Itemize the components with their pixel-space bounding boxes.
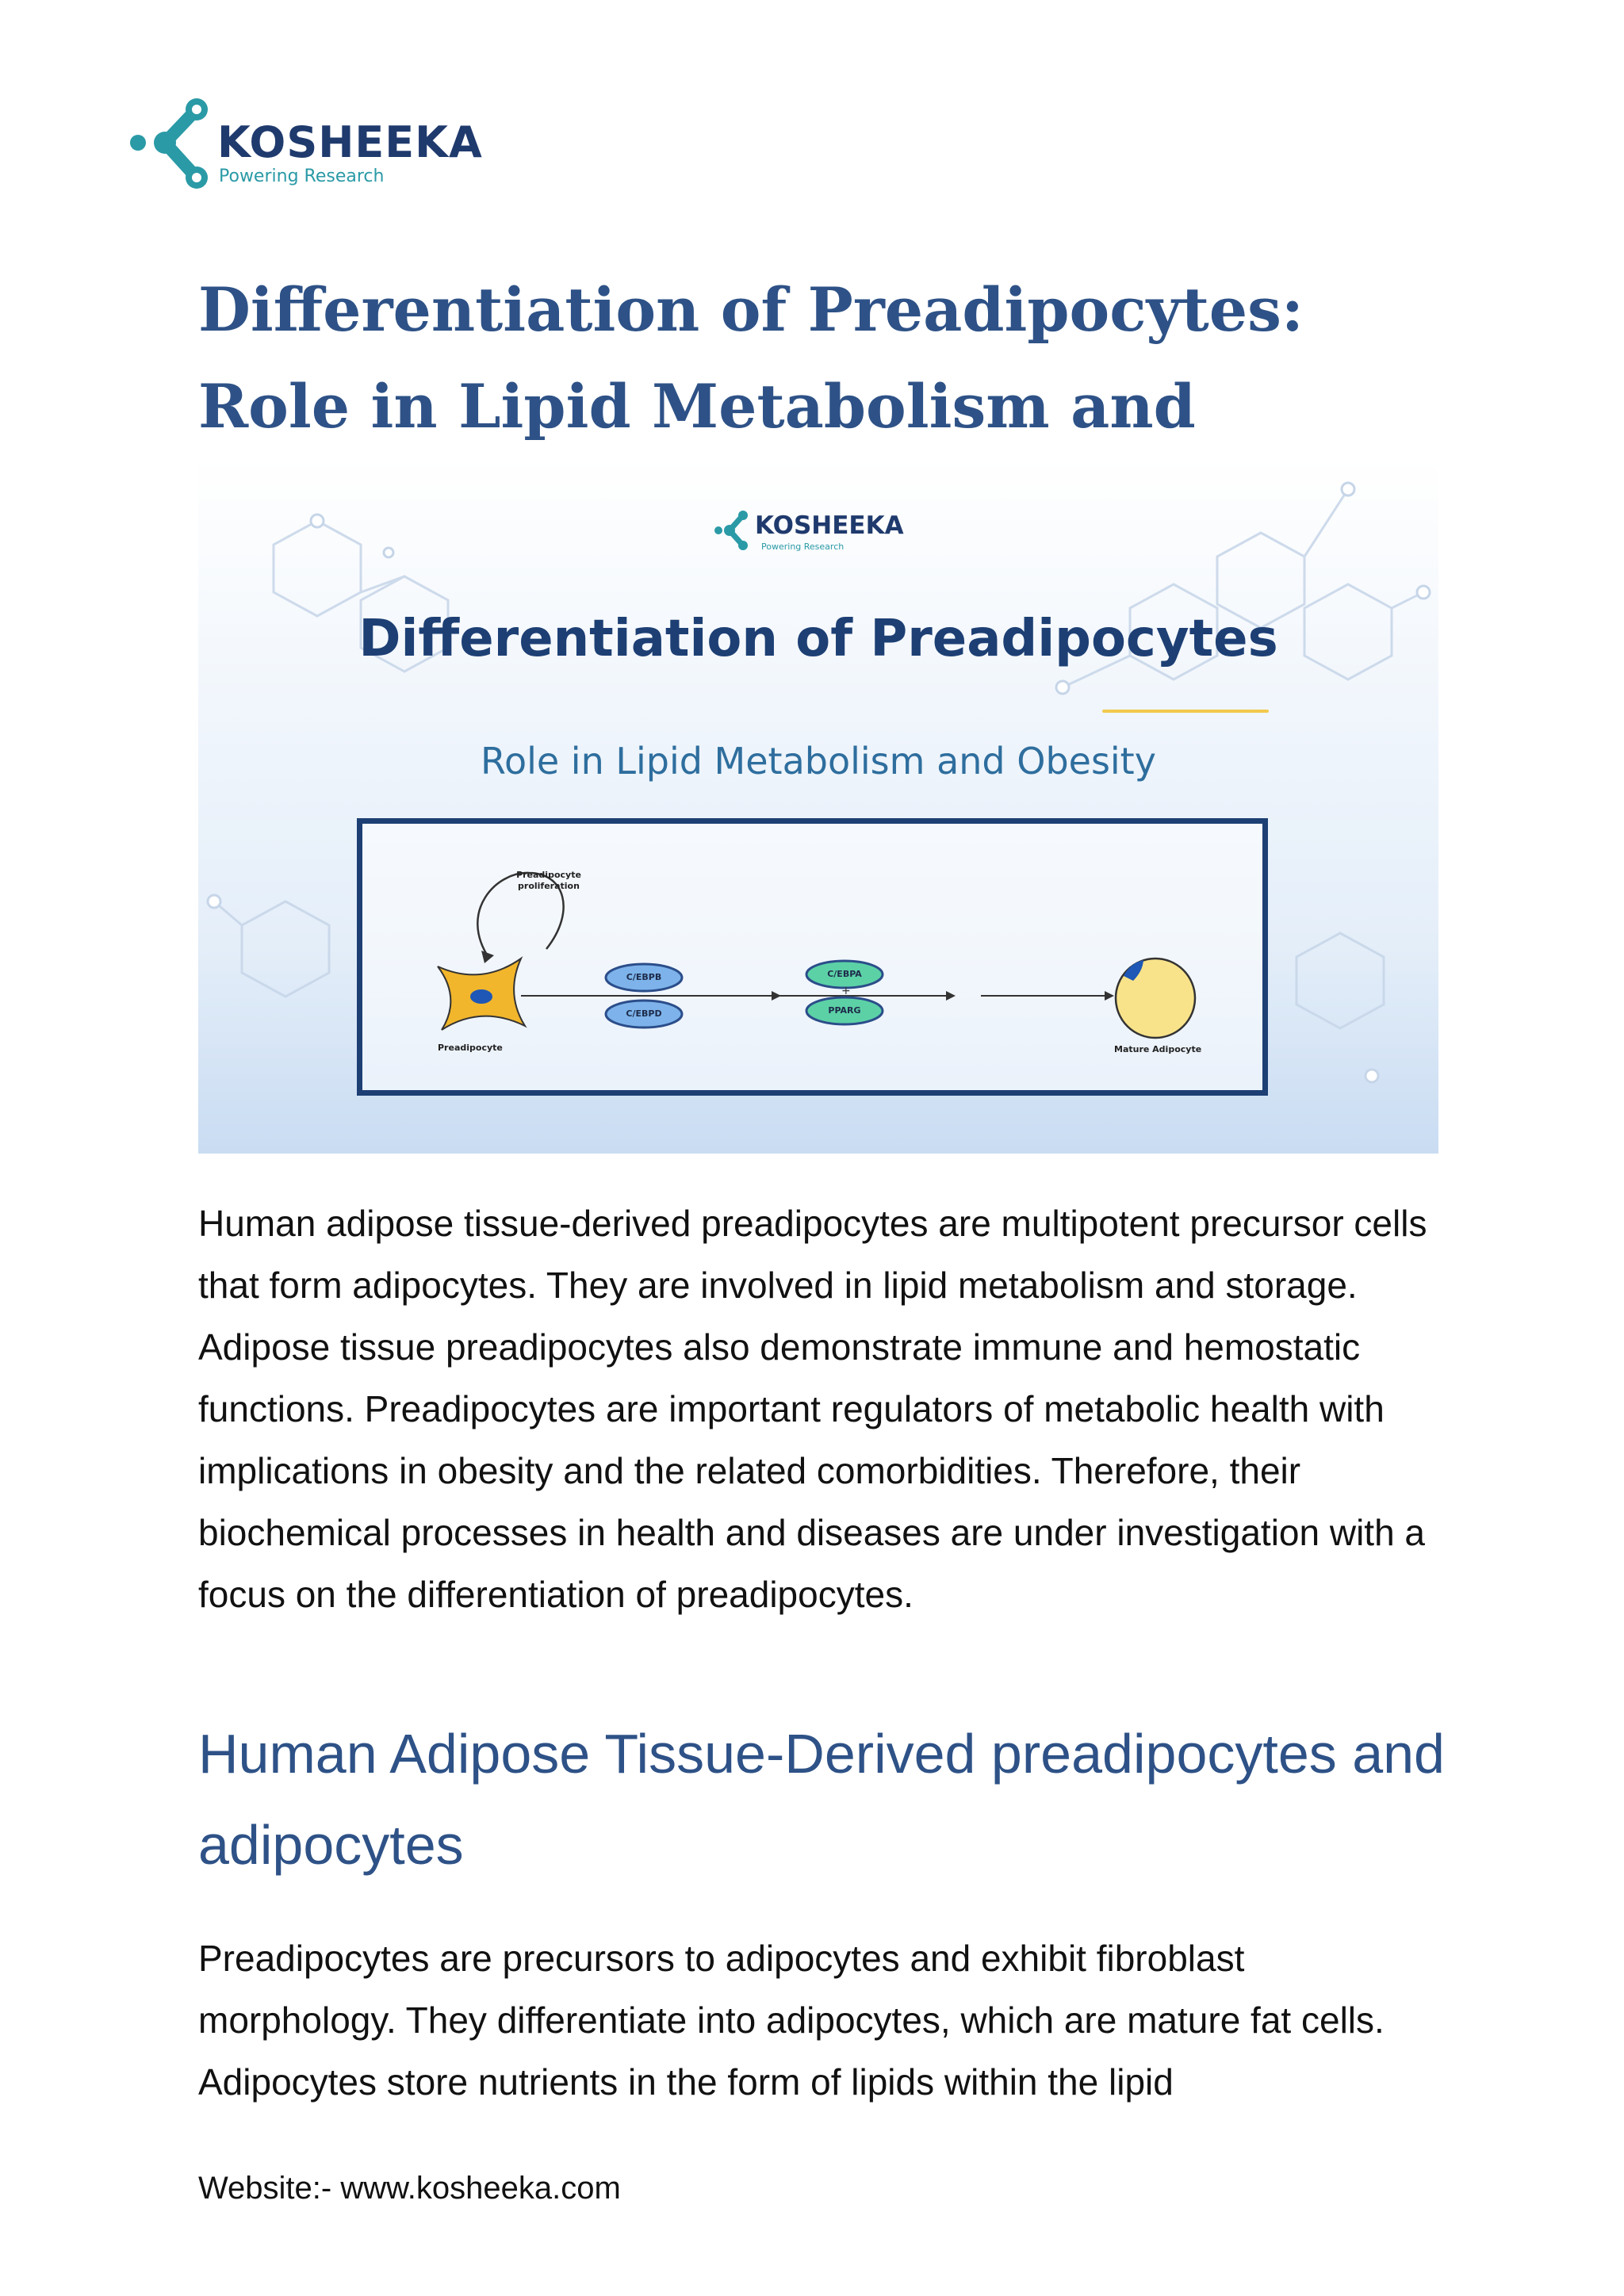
pparg-node: PPARG <box>828 1005 861 1016</box>
logo-tagline: Powering Research <box>219 166 385 186</box>
cebpd-node: C/EBPD <box>626 1008 662 1019</box>
differentiation-diagram <box>357 818 1268 1096</box>
website-footer-link[interactable]: Website:- www.kosheeka.com <box>198 2171 621 2206</box>
section-paragraph: Preadipocytes are precursors to adipocytes and exhibit fibroblast morphology. They differentiate into adipocytes, which are mature fat cells. Adipocytes store nutrients in the form of lipids within the lipid <box>198 1938 1385 2103</box>
banner-logo-tagline: Powering Research <box>761 541 845 552</box>
section-heading: Human Adipose Tissue-Derived preadipocytes and adipocytes <box>198 1723 1445 1876</box>
banner-molecule-icon <box>714 507 753 554</box>
hero-banner <box>198 457 1438 1154</box>
kosheeka-logo[interactable] <box>127 94 539 197</box>
banner-accent-line <box>1102 710 1269 713</box>
banner-logo <box>714 507 952 562</box>
logo-wordmark: KOSHEEKA <box>217 117 483 167</box>
intro-paragraph: Human adipose tissue-derived preadipocytes are multipotent precursor cells that form adipocytes. They are involved in lipid metabolism and storage. Adipose tissue preadipocytes also demonstrate immune and hemostatic functions. Preadipocytes are important regulators of metabolic health with implications in obesity and the related comorbidities. Therefore, their biochemical processes in health and diseases are under investigation with a focus on the differentiation of preadipocytes. <box>198 1203 1427 1615</box>
mature-adipocyte-label: Mature Adipocyte <box>1114 1044 1202 1054</box>
cebpb-node: C/EBPB <box>626 972 662 982</box>
proliferation-label: Preadipocyte proliferation <box>516 870 581 891</box>
svg-text:+: + <box>841 985 851 997</box>
preadipocyte-label: Preadipocyte <box>438 1043 503 1053</box>
banner-subtitle: Role in Lipid Metabolism and Obesity <box>481 740 1156 783</box>
cebpa-node: C/EBPA <box>827 969 862 979</box>
banner-logo-wordmark: KOSHEEKA <box>755 511 904 540</box>
kosheeka-molecule-icon <box>127 94 222 197</box>
banner-title: Differentiation of Preadipocytes <box>358 610 1278 668</box>
page-title: Differentiation of Preadipocytes: Role in Lipid Metabolism and <box>198 274 1304 442</box>
differentiation-pathway-graphic <box>362 824 1251 1079</box>
